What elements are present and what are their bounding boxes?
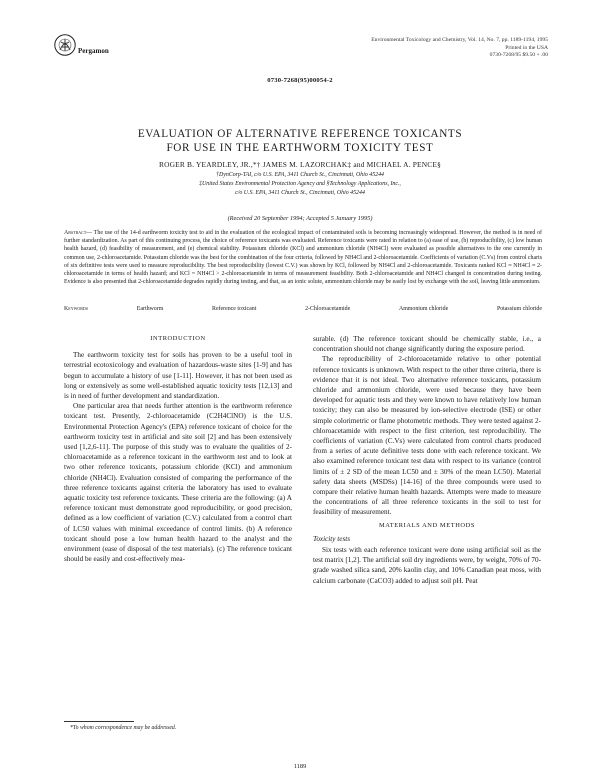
abstract [64, 229, 542, 286]
received-dates: (Received 20 September 1994; Accepted 5 January 1995) [227, 215, 373, 222]
intro-paragraph-continued: surable. (d) The reference toxicant should be chemically stable, i.e., a concentration should not change significantly during the exposure period. [313, 335, 541, 354]
print-location: Printed in the USA [505, 44, 548, 51]
journal-info [298, 37, 548, 60]
footnote: *To whom correspondence may be addressed. [70, 725, 177, 731]
methods-paragraph-1: Six tests with each reference toxicant were done using artificial soil as the test matrix [1,2]. The artificial soil dry ingredients were, by weight, 70% of 70-grade washed silica sand, 20% kaolin clay, and 10% Canadian peat moss, with calcium carbonate (CaCO3) added to adjust soil pH. Peat [313, 546, 542, 585]
author-list: ROGER B. YEARDLEY, JR.,*† JAMES M. LAZORCHAK‡ and MICHAEL A. PENCE§ [158, 160, 442, 169]
title-line: FOR USE IN THE EARTHWORM TOXICITY TEST [166, 142, 434, 154]
abstract-text: — The use of the 14-d earthworm toxicity test to aid in the evaluation of the ecological impact of contaminated soils is becoming increasingly widespread. However, the method is in need of further standardization. As part of this continuing process, the choice of reference toxicants was evaluated. Reference toxicants were rated in relation to (a) ease of use, (b) reproducibility, (c) low human health hazard, (d) feasibility of measurement, and (e) chemical stability. Potassium chloride (KCl) and ammonium chloride (NH4Cl) were evaluated as possible alternatives to the one currently in common use, 2-chloroacetamide. Potassium chloride was the best for the combination of the four criteria, followed by NH4Cl and 2-chloroacetamide. Coefficients of variation (C.Vs) from control charts of six definitive tests were used to measure reproducibility. The best reproducibility (lowest C.V.) was shown by KCl, followed by NH4Cl and 2-chloroacetamide. Toxicants ranked KCl ≈ NH4Cl ≈ 2-chloroacetamide in terms of health hazard; and KCl = NH4Cl > 2-chloroacetamide in terms of measurement feasibility. Both 2-chloroacetamide and NH4Cl changed in concentration during testing. Evidence is also presented that 2-chloroacetamide degrades rapidly during testing, and that, as an ionic solute, ammonium chloride may be easily lost by exchange with the soil, leaving little ammonium. [64, 230, 542, 286]
keyword: Potassium chloride [496, 306, 542, 312]
intro-paragraph-2: One particular area that needs further attention is the earthworm reference toxicant test. Presently, 2-chloroacetamide (C2H4ClNO) is the U.S. Environmental Protection Agency's (EPA) reference toxicant of choice for the earthworm toxicity test in artificial and site soil [2] and has been extensively used [1,2,6-11]. The purpose of this study was to evaluate the qualities of 2-chloroacetamide as a reference toxicant in the earthworm test and to look at two other reference toxicants, potassium chloride (KCl) and ammonium chloride (NH4Cl). Evaluation consisted of comparing the performance of the three reference toxicants against criteria the laboratory has used to evaluate aquatic toxicity test reference toxicants. These criteria are the following: (a) A reference toxicant must demonstrate good reproducibility, or good precision, defined as a low coefficient of variation (C.V.) calculated from a control chart of LC50 values with minimal exceedance of control limits. (b) A reference toxicant should pose a low human health hazard to the analyst and the environment (ease of disposal of the test materials). (c) The reference toxicant should be easily and cost-effectively mea- [64, 402, 292, 564]
keyword: Reference toxicant [212, 306, 257, 312]
abstract-label: Abstract [64, 230, 87, 236]
section-heading-methods: MATERIALS AND METHODS [378, 521, 476, 529]
right-column [313, 334, 541, 586]
keyword: 2-Chloroacetamide [305, 306, 351, 312]
publisher-name: Pergamon [78, 47, 109, 55]
title-line: EVALUATION OF ALTERNATIVE REFERENCE TOXICANTS [137, 128, 463, 140]
intro-paragraph-1: The earthworm toxicity test for soils has proven to be a useful tool in terrestrial ecotoxicology and evaluation of hazardous-waste sites [1-9] and has begun to accumulate a history of use [1-11]. However, it has not been used as long or extensively as some well-established aquatic toxicity tests [12,13] and is in need of further development and standardization. [64, 351, 292, 401]
journal-citation: Environmental Toxicology and Chemistry, Vol. 14, No. 7, pp. 1189-1194, 1995 [371, 37, 548, 43]
issn-price: 0730-7268/95 $9.50 + .00 [489, 52, 548, 59]
keywords-label: Keywords [64, 306, 89, 312]
paper-title [60, 127, 540, 155]
affiliations [60, 171, 540, 199]
page-number: 1189 [293, 763, 307, 770]
affiliation-line: ‡United States Environmental Protection Agency and §Technology Applications, Inc., [199, 181, 401, 188]
article-code: 0730-7268(95)00054-2 [267, 77, 333, 84]
publisher-logo-icon [54, 34, 76, 56]
affiliation-line: †DynCorp-TAI, c/o U.S. EPA, 3411 Church St., Cincinnati, Ohio 45244 [216, 172, 384, 178]
keyword: Earthworm [136, 306, 164, 312]
subsection-heading: Toxicity tests [313, 534, 351, 543]
section-heading-introduction: INTRODUCTION [150, 335, 206, 342]
affiliation-line: c/o U.S. EPA, 3411 Church St., Cincinnati, Ohio 45244 [235, 190, 365, 197]
left-column [64, 334, 292, 564]
keywords [64, 306, 542, 312]
intro-paragraph-3: The reproducibility of 2-chloroacetamide relative to other potential reference toxicants is unknown. With respect to the other three criteria, there is evidence that it is not ideal. Two alternative reference toxicants, potassium chloride and ammonium chloride, were used because they have been developed for aquatic tests and they were known to have relatively low human toxicity; they can also be measured by ion-selective electrode (ISE) or other simple colorimetric or flame photometric methods. They were tested against 2-chloroacetamide with respect to the first criterion, test reproducibility. The coefficients of variation (C.Vs) were calculated from control charts produced from a series of acute definitive tests done with each reference toxicant. We also examined reference toxicant test data with respect to its variance (control limits of ± 2 SD of the mean LC50 and ± 30% of the mean LC50). Material safety data sheets (MSDSs) [14-16] of the three compounds were used to compare their relative human health hazards. Attempts were made to measure the concentrations of all three reference toxicants in the soil to test for feasibility of measurement. [313, 355, 541, 517]
keyword: Ammonium chloride [398, 306, 449, 312]
footnote-divider [64, 721, 134, 722]
